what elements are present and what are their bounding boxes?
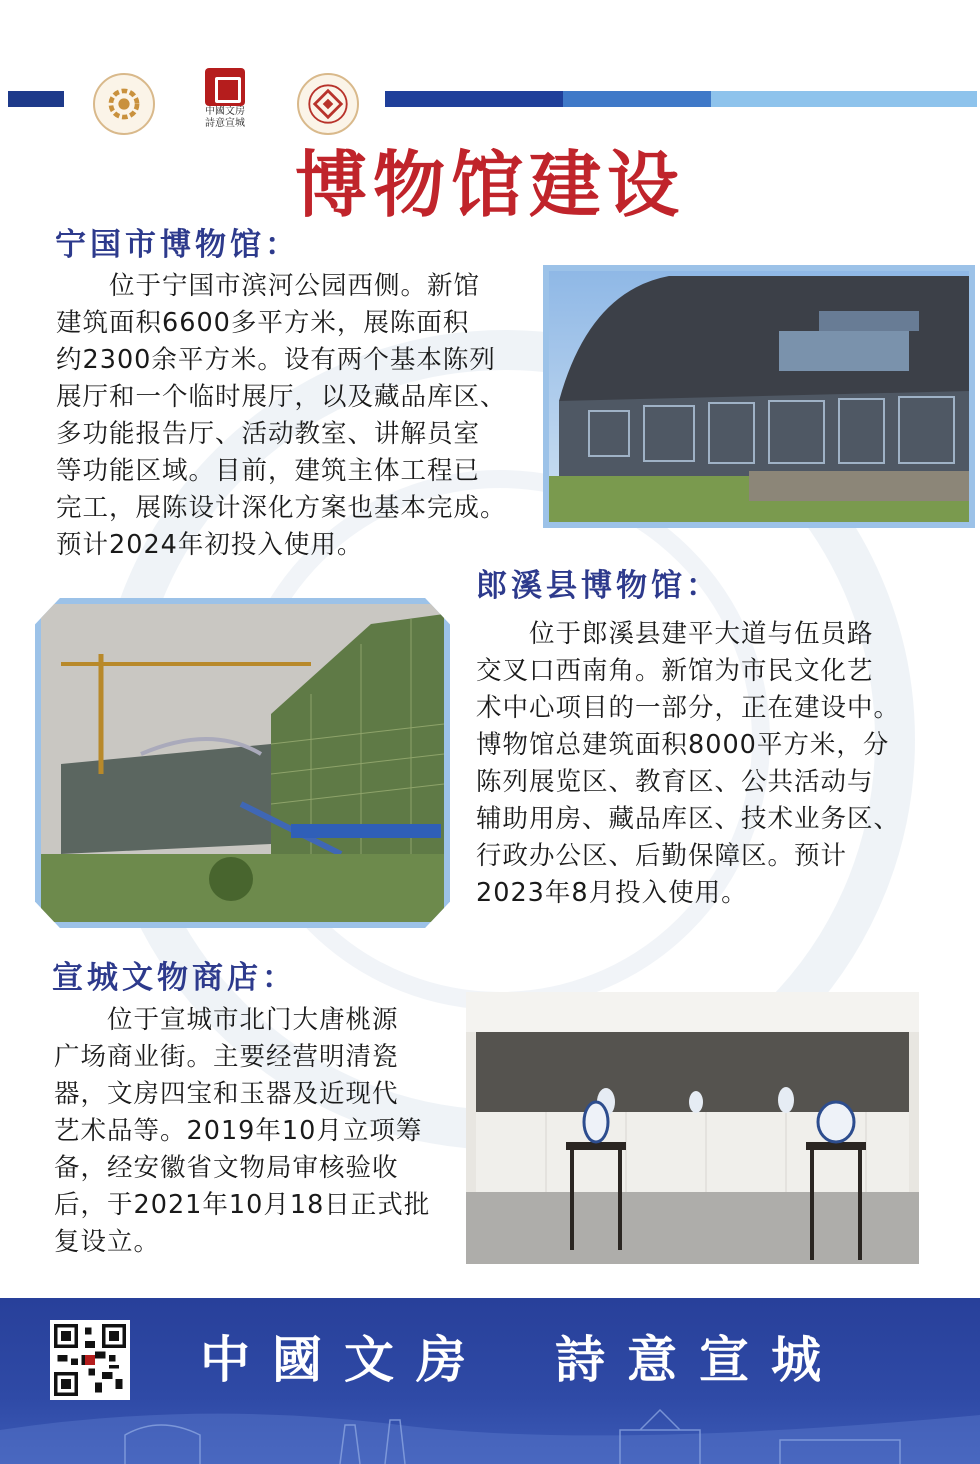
footer-slogan-right: 詩意宣城 [555, 1330, 843, 1389]
seal-icon [196, 68, 254, 140]
section-heading-xuancheng-store: 宣城文物商店： [52, 960, 297, 996]
heritage-emblem-icon [297, 73, 359, 135]
logo-caption-1: 中國文房 [205, 106, 245, 117]
antique-store-photo [466, 992, 919, 1264]
header-stripe-right-dark [385, 91, 563, 107]
footer-slogan-left: 中國文房 [200, 1330, 488, 1389]
cultural-emblem-icon [93, 73, 155, 135]
section-heading-langxi: 郎溪县博物馆： [476, 568, 721, 604]
header-stripe-left [8, 91, 64, 107]
qr-code-icon[interactable] [50, 1320, 130, 1400]
ningguo-museum-photo [543, 265, 975, 528]
section-body-langxi: 位于郎溪县建平大道与伍员路 交叉口西南角。新馆为市民文化艺 术中心项目的一部分，正在建设中。 博物馆总建筑面积8000平方米，分 陈列展览区、教育区、公共活动与 辅助用房、藏品库区、技术业务区、 行政办公区、后勤保障区。预计 2023年8月投入使用。 [476, 619, 901, 908]
section-body-xuancheng-store: 位于宣城市北门大唐桃源 广场商业街。主要经营明清瓷 器，文房四宝和玉器及近现代 艺术品等。2019年10月立项筹 备，经安徽省文物局审核验收 后，于2021年10月18日正式批 复设立。 [54, 1005, 431, 1257]
langxi-museum-photo [35, 598, 450, 928]
page-title: 博物馆建设 [294, 142, 685, 227]
section-body-ningguo: 位于宁国市滨河公园西侧。新馆 建筑面积6600多平方米，展陈面积 约2300余平方米。设有两个基本陈列 展厅和一个临时展厅，以及藏品库区、 多功能报告厅、活动教室、讲解员室 等功能区域。目前，建筑主体工程已 完工，展陈设计深化方案也基本完成。 预计2024年初投入使用。 [56, 271, 507, 560]
logo-caption-2: 詩意宣城 [205, 118, 245, 129]
section-heading-ningguo: 宁国市博物馆： [55, 227, 300, 263]
header-stripe-right-mid [563, 91, 711, 107]
header-stripe-right-light [711, 91, 977, 107]
